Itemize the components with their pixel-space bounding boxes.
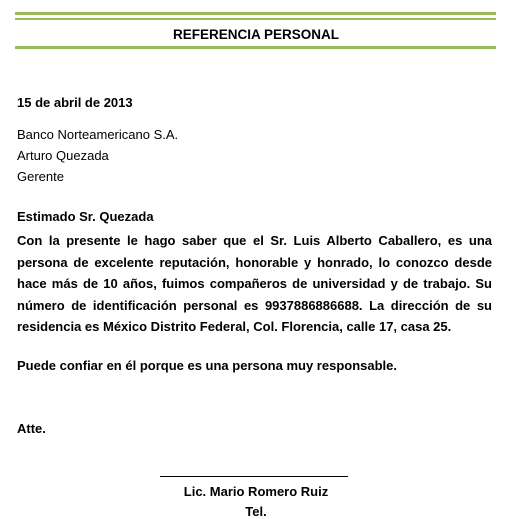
signature-line — [160, 476, 348, 477]
header-rule-bottom — [15, 46, 496, 49]
recipient-name: Arturo Quezada — [17, 148, 109, 163]
document-title: REFERENCIA PERSONAL — [172, 27, 339, 42]
closing-note: Puede confiar en él porque es una persona muy responsable. — [17, 358, 397, 373]
signature-name: Lic. Mario Romero Ruiz — [183, 484, 329, 499]
header-rule-top-thin — [15, 18, 496, 20]
recipient-company: Banco Norteamericano S.A. — [17, 127, 179, 142]
signature-tel: Tel. — [245, 504, 267, 519]
header-rule-top — [15, 12, 496, 15]
closing: Atte. — [17, 421, 46, 436]
letter-body: Con la presente le hago saber que el Sr. Luis Alberto Caballero, es una persona de excelente reputación, honorable y honrado, lo conozco desde hace más de 10 años, fuimos compañeros de universidad y de trabajo. Su número de identificación personal es 9937886886688. La dirección de su residencia es México Distrito Federal, Col. Florencia, calle 17, casa 25. — [17, 233, 492, 334]
letter-date: 15 de abril de 2013 — [17, 95, 133, 110]
recipient-role: Gerente — [17, 169, 64, 184]
salutation: Estimado Sr. Quezada — [17, 209, 154, 224]
